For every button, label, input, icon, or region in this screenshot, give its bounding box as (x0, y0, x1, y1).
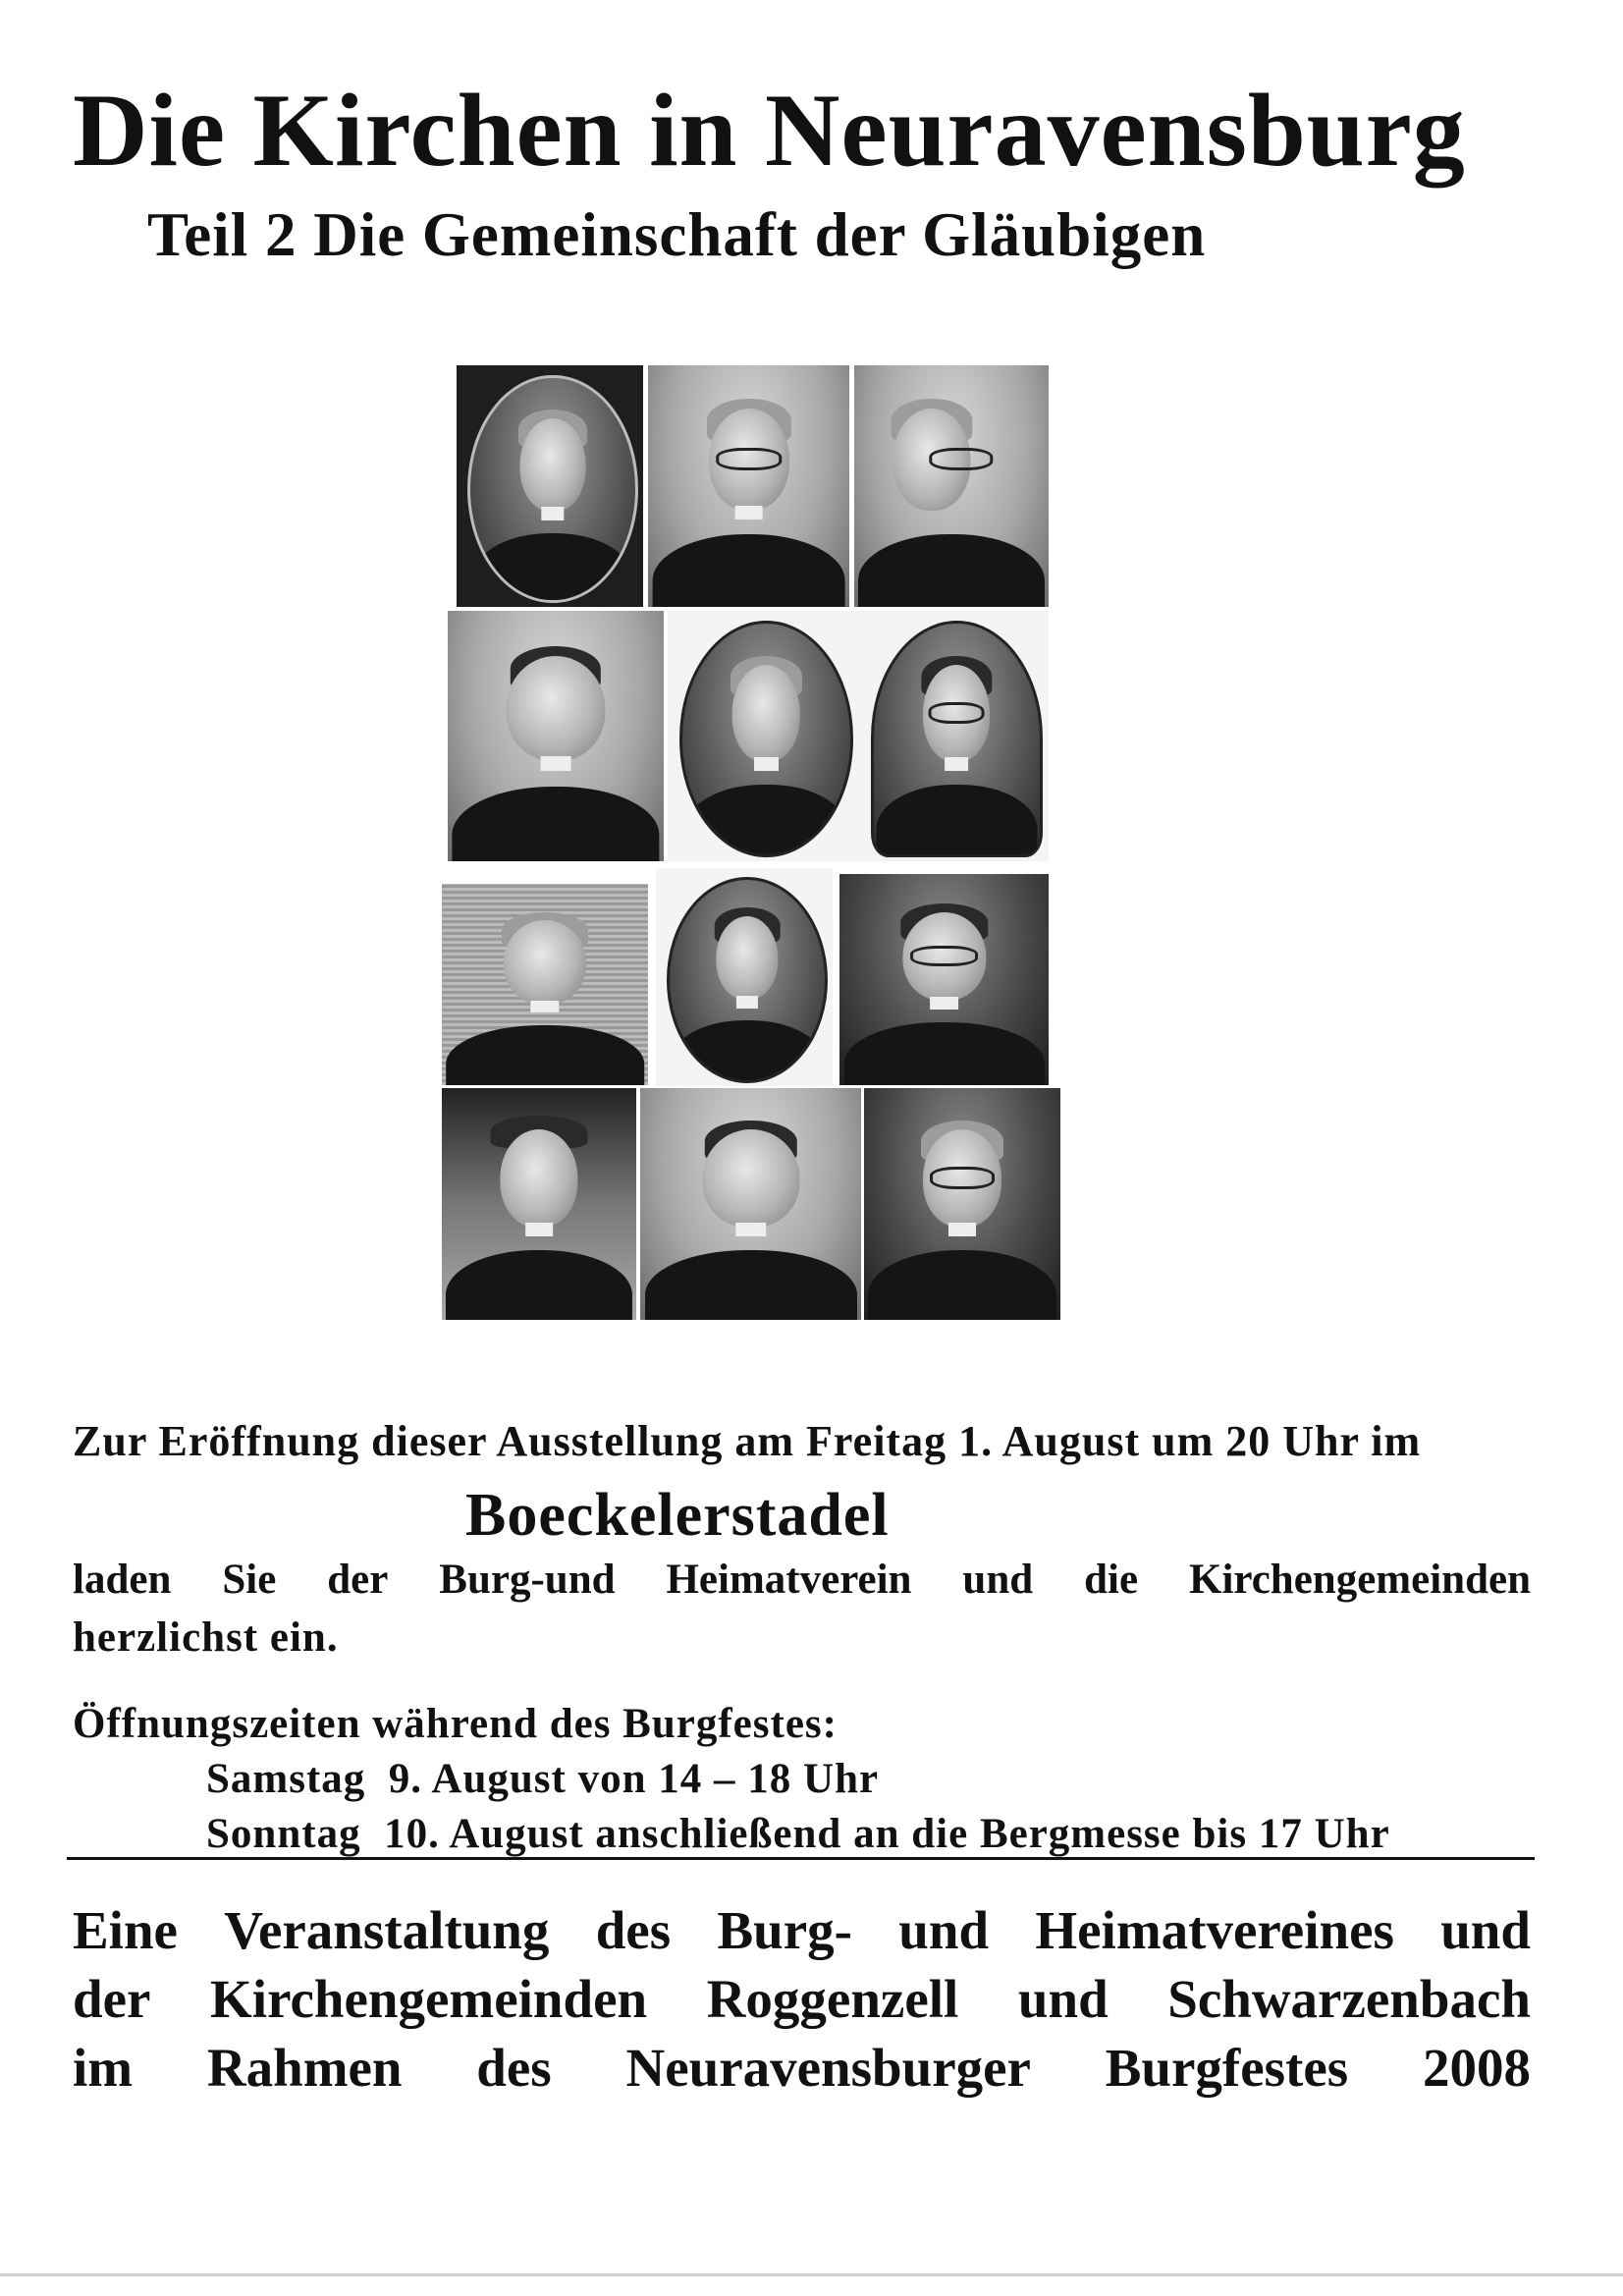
portrait-photo (656, 868, 833, 1086)
word: der (327, 1557, 389, 1603)
word: und (1017, 1969, 1109, 2029)
word: Kirchengemeinden (1189, 1557, 1531, 1603)
word: Schwarzenbach (1167, 1969, 1531, 2029)
word: und (898, 1900, 990, 1960)
word: und (1440, 1900, 1531, 1960)
portrait-photo (859, 611, 1049, 861)
portrait-photo (668, 611, 859, 861)
word: Neuravensburger (625, 2038, 1031, 2098)
word: des (476, 2038, 552, 2098)
footer-line (73, 2038, 1531, 2098)
word: des (595, 1900, 672, 1960)
word: Kirchengemeinden (210, 1969, 648, 2029)
invitation-opening: Zur Eröffnung dieser Ausstellung am Freitag 1. August um 20 Uhr im (73, 1417, 1422, 1465)
word: Rahmen (206, 2038, 403, 2098)
portrait-photo (448, 611, 664, 861)
portrait-photo (648, 365, 849, 607)
divider (67, 1857, 1535, 1860)
invitation-line (73, 1558, 1531, 1601)
scan-edge (0, 2273, 1623, 2276)
portrait-photo (854, 365, 1049, 607)
word: Burg-und (439, 1557, 616, 1603)
word: Roggenzell (706, 1969, 959, 2029)
opening-hours-heading: Öffnungszeiten während des Burgfestes: (73, 1701, 838, 1747)
footer-line (73, 1969, 1531, 2029)
word: laden (73, 1557, 172, 1603)
word: Sie (222, 1557, 277, 1603)
word: Veranstaltung (224, 1900, 550, 1960)
word: 2008 (1422, 2038, 1531, 2098)
portrait-photo (839, 874, 1049, 1085)
venue-name: Boeckelerstadel (465, 1482, 890, 1549)
poster-subtitle: Teil 2 Die Gemeinschaft der Gläubigen (147, 200, 1207, 269)
word: der (73, 1969, 151, 2029)
poster-title: Die Kirchen in Neuravensburg (73, 73, 1466, 188)
word: Eine (73, 1900, 178, 1960)
invitation-closing: herzlichst ein. (73, 1614, 339, 1661)
portrait-photo (864, 1088, 1060, 1320)
portrait-photo (442, 884, 648, 1085)
portrait-photo (457, 365, 643, 607)
word: Burgfestes (1105, 2038, 1349, 2098)
word: Heimatvereines (1035, 1900, 1394, 1960)
footer-line (73, 1900, 1531, 1960)
portrait-photo (442, 1088, 636, 1320)
word: Burg- (717, 1900, 852, 1960)
word: und (962, 1557, 1034, 1603)
word: die (1084, 1557, 1139, 1603)
opening-hours-saturday: Samstag 9. August von 14 – 18 Uhr (206, 1756, 880, 1802)
portrait-photo (640, 1088, 861, 1320)
word: im (73, 2038, 134, 2098)
opening-hours-sunday: Sonntag 10. August anschließend an die Bergmesse bis 17 Uhr (206, 1811, 1390, 1857)
word: Heimatverein (666, 1557, 912, 1603)
